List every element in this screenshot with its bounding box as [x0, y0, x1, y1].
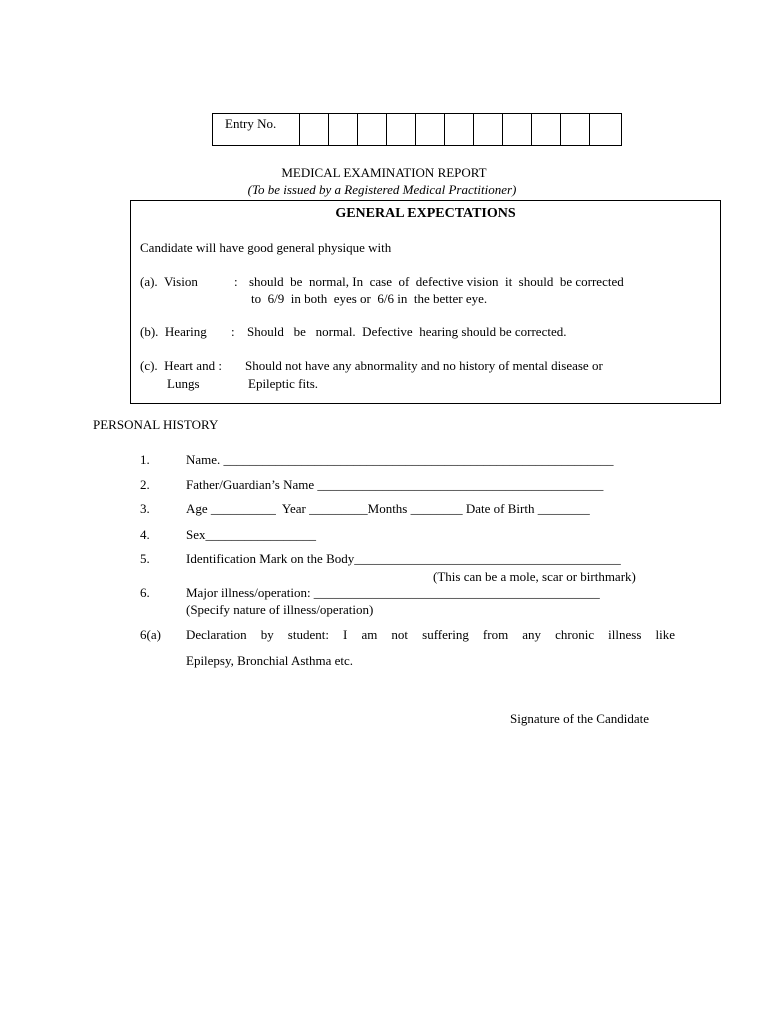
entry-number-label: Entry No. [213, 114, 300, 145]
entry-number-cell[interactable] [561, 114, 590, 145]
item-number: 3. [140, 501, 150, 516]
vision-colon: : [234, 274, 238, 289]
item-number: 4. [140, 527, 150, 542]
vision-text-line2: to 6/9 in both eyes or 6/6 in the better eye. [251, 291, 488, 306]
item-number: 5. [140, 551, 150, 566]
identification-mark-hint: (This can be a mole, scar or birthmark) [433, 569, 636, 584]
vision-label: (a). Vision [140, 274, 198, 289]
general-expectations-heading: GENERAL EXPECTATIONS [335, 206, 516, 221]
hearing-text: Should be normal. Defective hearing should be corrected. [247, 324, 567, 339]
entry-number-cell[interactable] [416, 114, 445, 145]
lungs-text: Epileptic fits. [248, 376, 319, 391]
father-guardian-name-field[interactable]: Father/Guardian’s Name ____________________________________________ [186, 477, 604, 492]
candidate-signature-label: Signature of the Candidate [510, 711, 649, 726]
entry-number-cell[interactable] [503, 114, 532, 145]
item-number: 1. [140, 452, 150, 467]
major-illness-hint: (Specify nature of illness/operation) [186, 602, 374, 617]
age-dob-field[interactable]: Age __________ Year _________Months ________ Date of Birth ________ [186, 501, 590, 516]
entry-number-cell[interactable] [590, 114, 619, 145]
entry-number-cell[interactable] [532, 114, 561, 145]
major-illness-field[interactable]: Major illness/operation: ____________________________________________ [186, 585, 600, 600]
entry-number-box [212, 113, 622, 146]
item-number: 2. [140, 477, 150, 492]
sex-field[interactable]: Sex_________________ [186, 527, 316, 542]
declaration-number: 6(a) [140, 627, 161, 642]
name-field[interactable]: Name. ____________________________________________________________ [186, 452, 614, 467]
heart-text: Should not have any abnormality and no history of mental disease or [245, 358, 603, 373]
entry-number-cell[interactable] [329, 114, 358, 145]
lungs-label: Lungs [167, 376, 200, 391]
vision-text-line1: should be normal, In case of defective vision it should be corrected [249, 274, 624, 289]
entry-number-cell[interactable] [300, 114, 329, 145]
declaration-text-line2: Epilepsy, Bronchial Asthma etc. [186, 653, 354, 668]
entry-number-cell[interactable] [358, 114, 387, 145]
identification-mark-field[interactable]: Identification Mark on the Body_________________________________________ [186, 551, 621, 566]
heart-label: (c). Heart and : [140, 358, 222, 373]
expectations-intro: Candidate will have good general physique with [140, 240, 392, 255]
report-title: MEDICAL EXAMINATION REPORT [281, 165, 487, 180]
hearing-colon: : [231, 324, 235, 339]
entry-number-cell[interactable] [445, 114, 474, 145]
item-number: 6. [140, 585, 150, 600]
entry-number-cell[interactable] [387, 114, 416, 145]
personal-history-heading: PERSONAL HISTORY [93, 417, 219, 432]
hearing-label: (b). Hearing [140, 324, 207, 339]
entry-number-cell[interactable] [474, 114, 503, 145]
report-subtitle: (To be issued by a Registered Medical Practitioner) [247, 182, 517, 197]
declaration-text-line1: Declaration by student: I am not suffering from any chronic illness like [186, 627, 675, 642]
